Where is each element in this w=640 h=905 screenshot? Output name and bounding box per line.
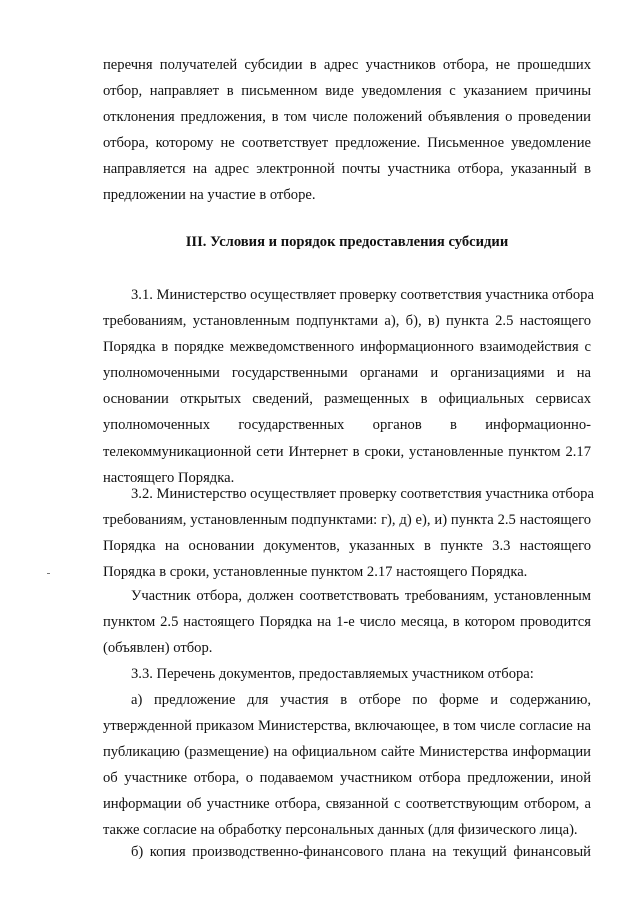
- text-line: а) предложение для участия в отборе по форме и содержанию,: [131, 692, 591, 708]
- text-line: отбора, которому не соответствует предложение. Письменное уведомление: [103, 135, 591, 152]
- text-line: телекоммуникационной сети Интернет в сроки, установленные пунктом 2.17: [103, 443, 591, 460]
- margin-mark: [47, 573, 50, 574]
- text-line: направляется на адрес электронной почты участника отбора, указанный в: [103, 161, 591, 178]
- paragraph-3-1: [103, 282, 594, 491]
- text-line: требованиям, установленным подпунктами а), б), в) пункта 2.5 настоящего: [103, 313, 591, 330]
- paragraph-3-2: [103, 481, 594, 585]
- text-line: отбор, направляет в письменном виде уведомления с указанием причины: [103, 83, 591, 100]
- paragraph-participant: [103, 583, 591, 661]
- text-line: также согласие на обработку персональных данных (для физического лица).: [103, 822, 578, 839]
- text-line: уполномоченных государственных органов в информационно-: [103, 417, 591, 434]
- paragraph-a: [103, 687, 591, 844]
- text-line: 3.2. Министерство осуществляет проверку соответствия участника отбора: [131, 486, 594, 502]
- text-line: пунктом 2.5 настоящего Порядка на 1-е число месяца, в котором проводится: [103, 614, 591, 631]
- text-line: (объявлен) отбор.: [103, 640, 213, 657]
- section-heading: III. Условия и порядок предоставления субсидии: [185, 234, 509, 250]
- text-line: 3.1. Министерство осуществляет проверку соответствия участника отбора: [131, 287, 594, 303]
- text-line: Порядка на основании документов, указанных в пункте 3.3 настоящего: [103, 538, 591, 555]
- text-line: Порядка в порядке межведомственного информационного взаимодействия с: [103, 339, 591, 356]
- text-line: утвержденной приказом Министерства, включающее, в том числе согласие на: [103, 718, 591, 735]
- text-line: требованиям, установленным подпунктами: г), д) е), и) пункта 2.5 настоящего: [103, 512, 591, 529]
- text-line: перечня получателей субсидии в адрес участников отбора, не прошедших: [103, 57, 591, 73]
- text-line: Порядка в сроки, установленные пунктом 2.17 настоящего Порядка.: [103, 564, 528, 581]
- text-line: уполномоченными государственными органами и организациями и на: [103, 365, 591, 382]
- paragraph-b: [103, 839, 591, 865]
- text-line: отклонения предложения, в том числе положений объявления о проведении: [103, 109, 591, 126]
- text-line: настоящего Порядка.: [103, 469, 235, 486]
- text-line: 3.3. Перечень документов, предоставляемых участником отбора:: [131, 666, 534, 682]
- text-line: основании открытых сведений, размещенных в официальных сервисах: [103, 391, 591, 408]
- text-line: б) копия производственно-финансового плана на текущий финансовый: [131, 844, 591, 860]
- text-line: публикацию (размещение) на официальном сайте Министерства информации: [103, 744, 591, 761]
- paragraph-3-3: [103, 661, 591, 687]
- text-line: предложении на участие в отборе.: [103, 187, 316, 204]
- text-line: об участнике отбора, о подаваемом участником отбора предложении, иной: [103, 770, 591, 787]
- continuation-paragraph: [103, 52, 591, 209]
- text-line: Участник отбора, должен соответствовать требованиям, установленным: [131, 588, 591, 604]
- text-line: информации об участнике отбора, связанной с соответствующим отбором, а: [103, 796, 591, 813]
